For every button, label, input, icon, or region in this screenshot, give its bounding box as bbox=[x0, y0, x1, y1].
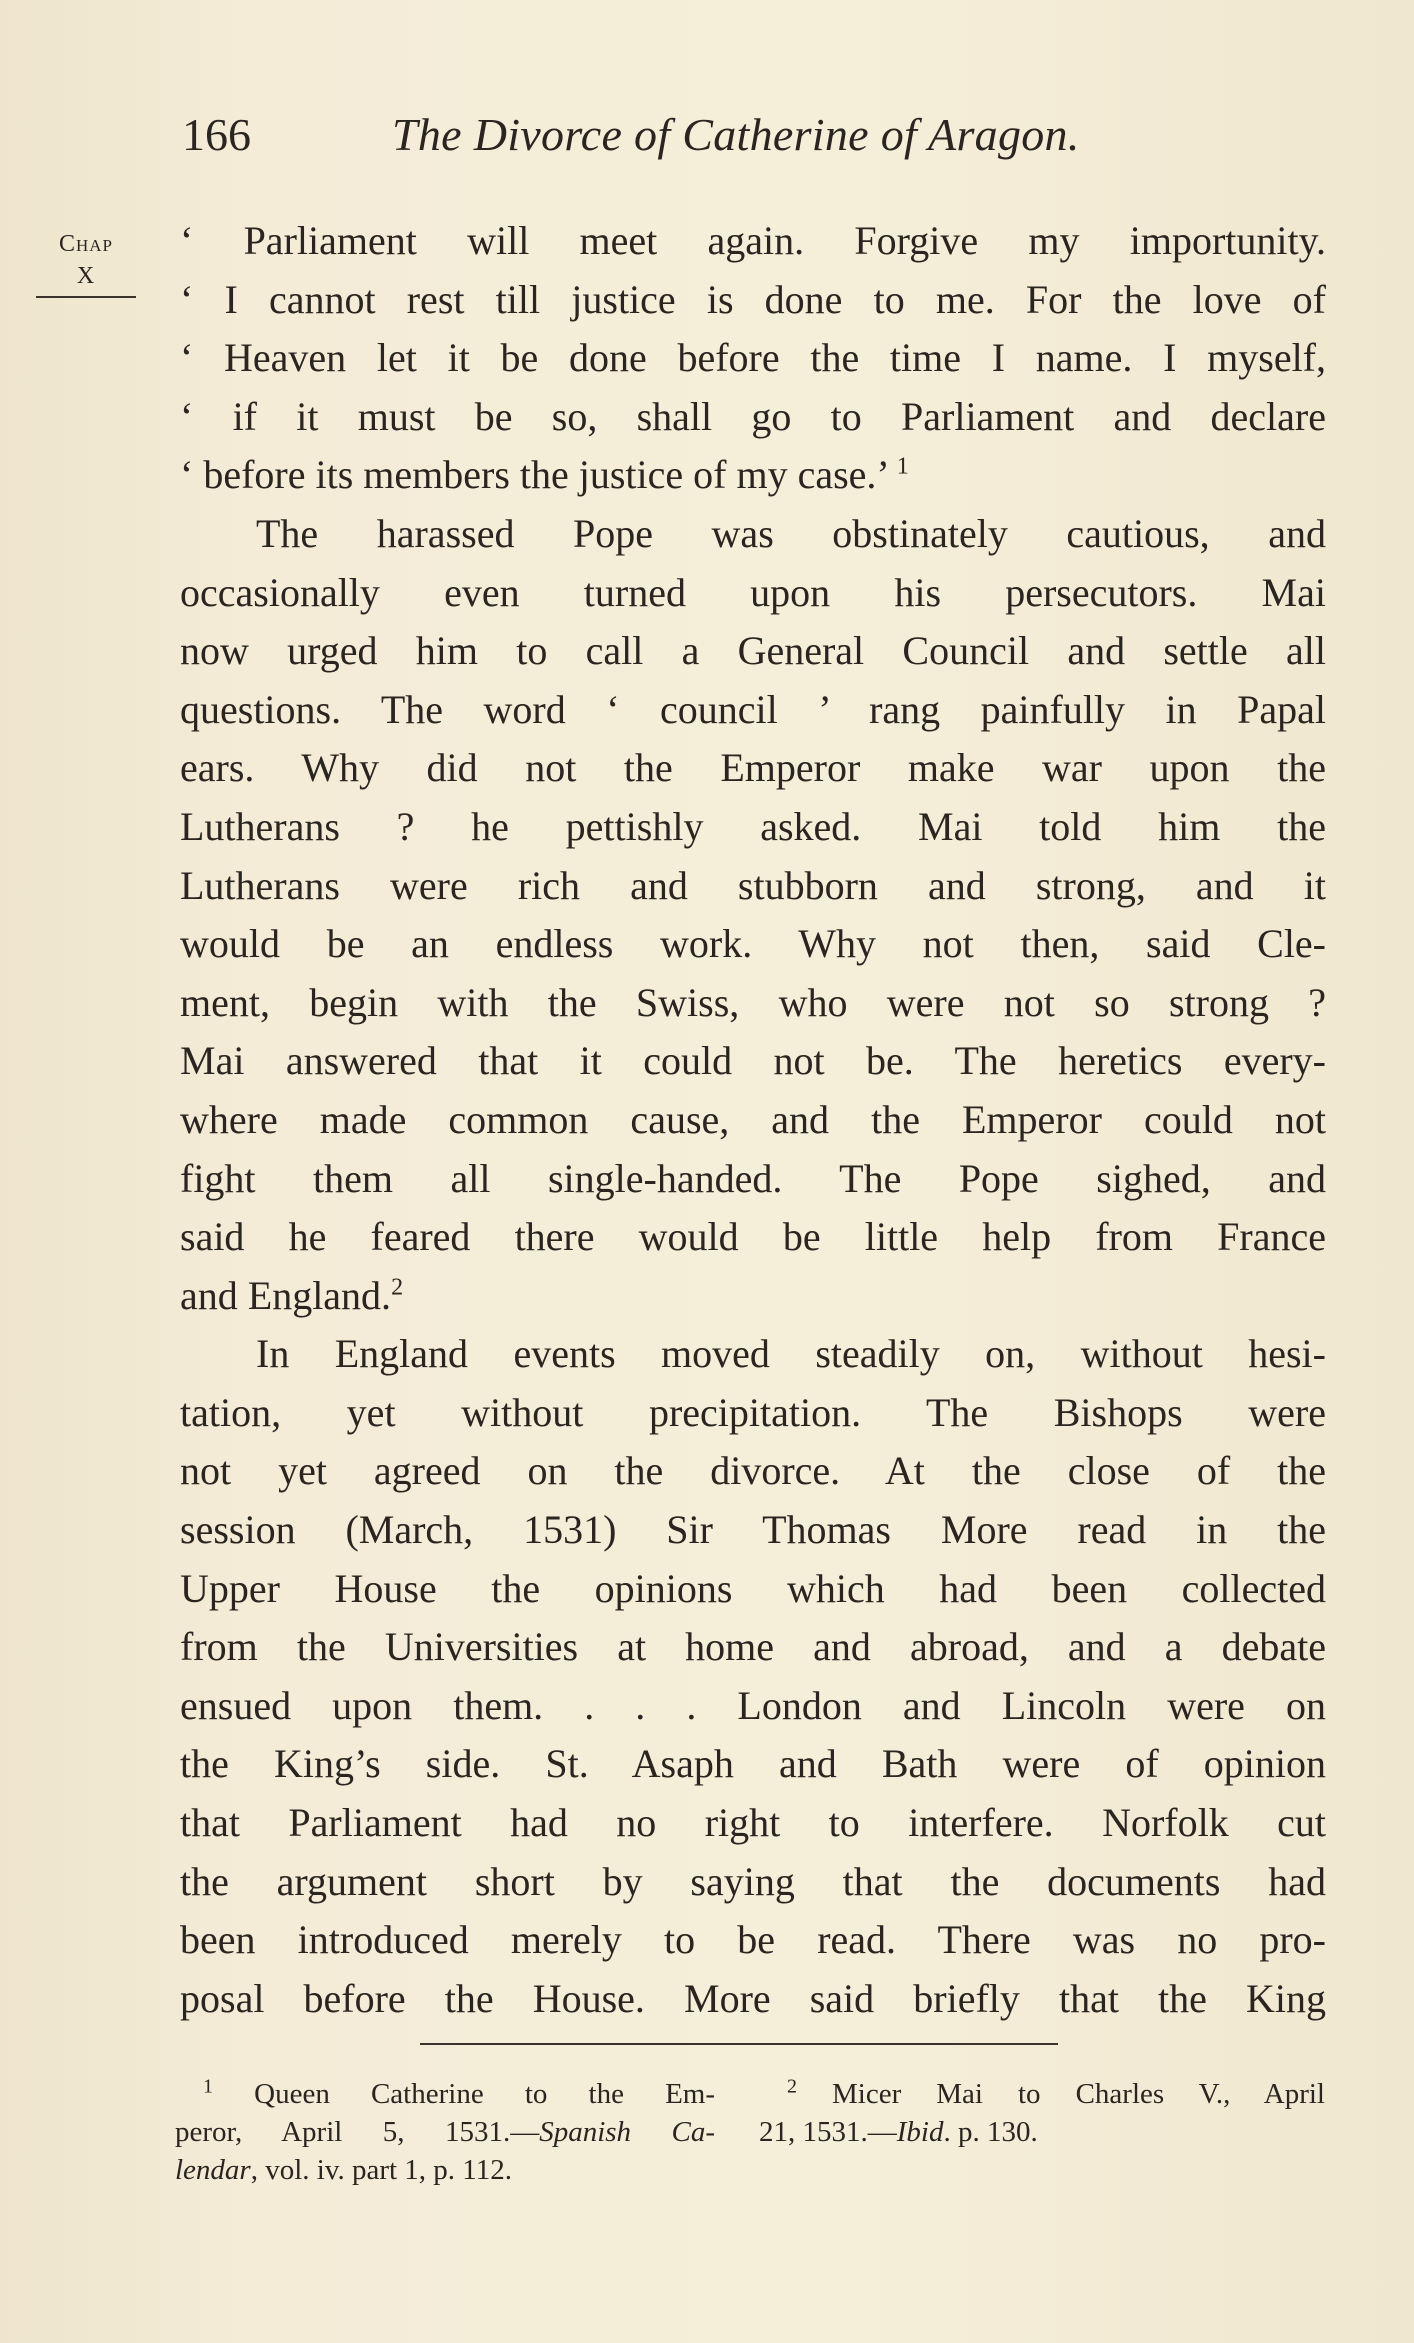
text-line: been introduced merely to be read. There was no pro- bbox=[180, 1917, 1326, 1963]
text-line-content: and England. bbox=[180, 1272, 392, 1318]
text-line: the argument short by saying that the documents had bbox=[180, 1858, 1326, 1904]
footnote-text: . p. 130. bbox=[943, 2116, 1038, 2148]
chapter-label: Chap bbox=[58, 231, 114, 257]
footnote-2 bbox=[759, 2075, 1325, 2151]
text-line bbox=[180, 446, 1326, 505]
text-line: Lutherans were rich and stubborn and strong, and it bbox=[180, 862, 1326, 908]
text-line: would be an endless work. Why not then, said Cle- bbox=[180, 921, 1326, 967]
footnote-text: Micer Mai to Charles V., April bbox=[832, 2078, 1325, 2110]
footnote-rule bbox=[420, 2043, 1058, 2045]
text-line: The harassed Pope was obstinately cautious, and bbox=[256, 510, 1326, 556]
footnote-source-title: lendar bbox=[175, 2154, 251, 2186]
text-line: Mai answered that it could not be. The heretics every- bbox=[180, 1038, 1326, 1084]
footnote-text: peror, April 5, 1531.— bbox=[175, 2116, 540, 2148]
chapter-margin-note bbox=[32, 228, 140, 298]
footnote-source-title: Ibid bbox=[896, 2116, 944, 2148]
chapter-number: X bbox=[76, 263, 96, 289]
footnote-line bbox=[759, 2075, 1325, 2113]
footnote-number: 1 bbox=[203, 2075, 213, 2098]
text-line: said he feared there would be little help from France bbox=[180, 1214, 1326, 1260]
footnote-text: , vol. iv. part 1, p. 112. bbox=[250, 2154, 512, 2186]
text-line: posal before the House. More said briefly that the King bbox=[180, 1975, 1326, 2021]
footnote-1 bbox=[175, 2075, 715, 2189]
page-number: 166 bbox=[182, 109, 251, 160]
footnote-line bbox=[175, 2151, 715, 2189]
text-line: ‘ I cannot rest till justice is done to me. For the love of bbox=[180, 276, 1326, 322]
running-title: The Divorce of Catherine of Aragon. bbox=[392, 109, 1080, 160]
text-line: ears. Why did not the Emperor make war upon the bbox=[180, 745, 1326, 791]
text-line: where made common cause, and the Emperor could not bbox=[180, 1096, 1326, 1142]
footnote-source-title: Spanish Ca- bbox=[539, 2116, 715, 2148]
footnote-line bbox=[759, 2113, 1325, 2151]
margin-rule bbox=[36, 296, 136, 298]
page-header bbox=[182, 108, 1332, 168]
text-line-content: ‘ before its members the justice of my case.’ bbox=[180, 452, 887, 498]
text-line: occasionally even turned upon his persecutors. Mai bbox=[180, 569, 1326, 615]
text-line: Lutherans ? he pettishly asked. Mai told him the bbox=[180, 803, 1326, 849]
footnote-line bbox=[175, 2113, 715, 2151]
footnote-line bbox=[175, 2075, 715, 2113]
text-line: tation, yet without precipitation. The Bishops were bbox=[180, 1389, 1326, 1435]
text-line: fight them all single-handed. The Pope sighed, and bbox=[180, 1155, 1326, 1201]
text-line: ensued upon them. . . . London and Lincoln were on bbox=[180, 1682, 1326, 1728]
text-line: that Parliament had no right to interfere. Norfolk cut bbox=[180, 1800, 1326, 1846]
text-line: ment, begin with the Swiss, who were not so strong ? bbox=[180, 979, 1326, 1025]
text-line: In England events moved steadily on, without hesi- bbox=[256, 1331, 1326, 1377]
footnote-marker: 1 bbox=[896, 454, 909, 481]
text-line: ‘ Parliament will meet again. Forgive my importunity. bbox=[180, 218, 1326, 263]
text-line: the King’s side. St. Asaph and Bath were of opinion bbox=[180, 1741, 1326, 1787]
footnote-marker: 2 bbox=[391, 1274, 404, 1301]
text-line: not yet agreed on the divorce. At the close of the bbox=[180, 1448, 1326, 1494]
text-line: questions. The word ‘ council ’ rang painfully in Papal bbox=[180, 686, 1326, 732]
text-line: from the Universities at home and abroad, and a debate bbox=[180, 1624, 1326, 1670]
text-line: ‘ Heaven let it be done before the time I name. I myself, bbox=[180, 335, 1326, 381]
text-line: Upper House the opinions which had been collected bbox=[180, 1565, 1326, 1611]
text-line: session (March, 1531) Sir Thomas More read in the bbox=[180, 1507, 1326, 1553]
body-text bbox=[180, 212, 1326, 2028]
footnote-text: Queen Catherine to the Em- bbox=[254, 2078, 715, 2110]
footnote-number: 2 bbox=[787, 2075, 797, 2098]
text-line: now urged him to call a General Council and settle all bbox=[180, 628, 1326, 674]
text-line: ‘ if it must be so, shall go to Parliament and declare bbox=[180, 393, 1326, 439]
text-line bbox=[180, 1267, 1326, 1326]
footnote-text: 21, 1531.— bbox=[759, 2116, 897, 2148]
